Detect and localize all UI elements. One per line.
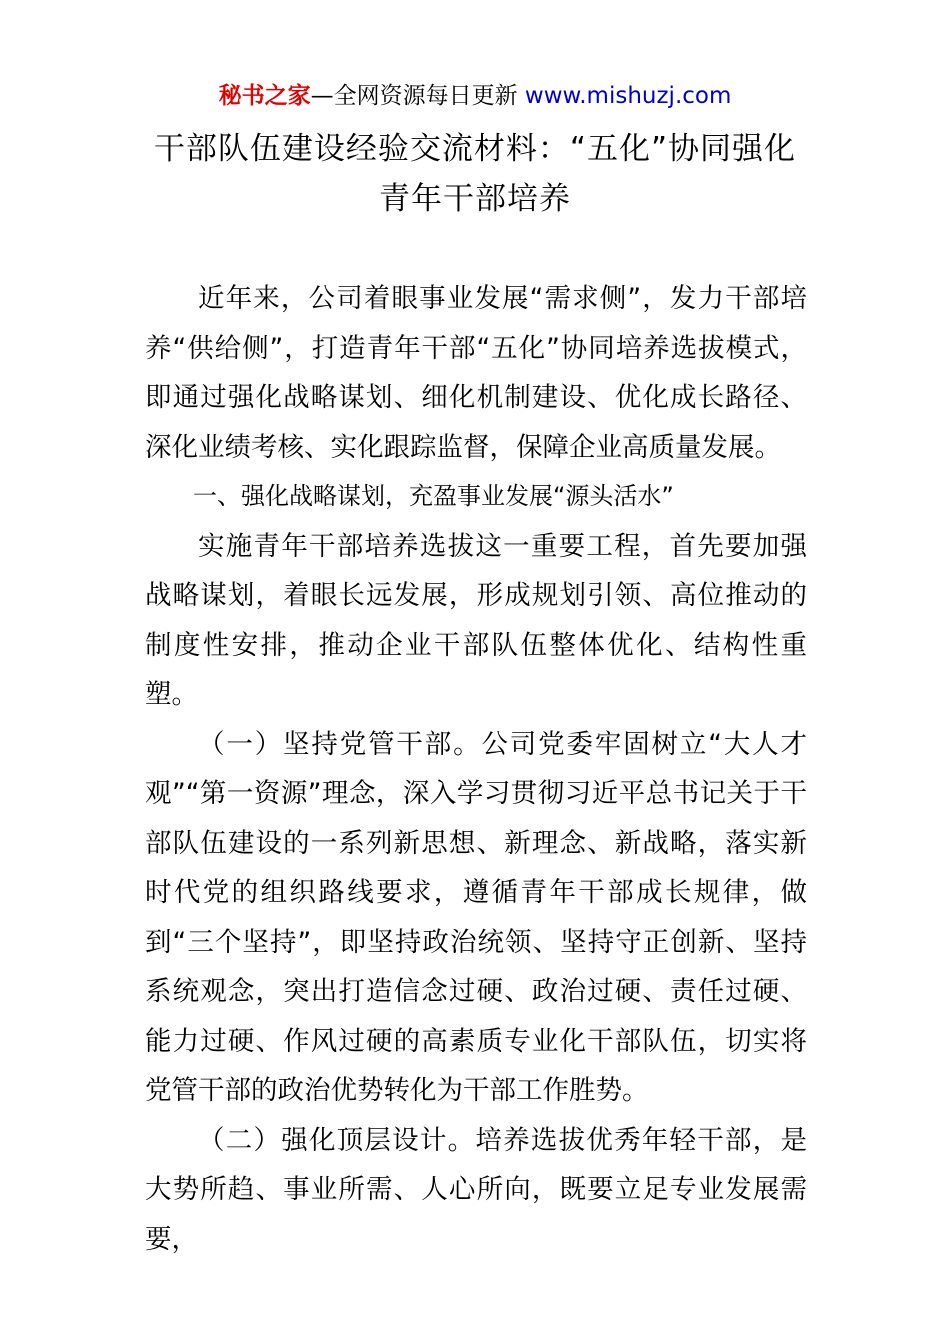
paragraph-subsection-2: （二）强化顶层设计。培养选拔优秀年轻干部，是大势所趋、事业所需、人心所向，既要立足专业发展需要，: [145, 1124, 807, 1255]
site-tagline: —全网资源每日更新: [310, 83, 525, 109]
paragraph-intro: 近年来，公司着眼事业发展“需求侧”，发力干部培养“供给侧”，打造青年干部“五化”协同培养选拔模式，即通过强化战略谋划、细化机制建设、优化成长路径、深化业绩考核、实化跟踪监督，保障企业高质量发展。: [145, 283, 807, 463]
section-heading-1: 一、强化战略谋划，充盈事业发展“源头活水”: [193, 482, 674, 510]
paragraph-section-1: 实施青年干部培养选拔这一重要工程，首先要加强战略谋划，着眼长远发展，形成规划引领、高位推动的制度性安排，推动企业干部队伍整体优化、结构性重塑。: [145, 530, 807, 710]
site-name: 秘书之家: [218, 83, 311, 109]
document-body: [145, 274, 807, 1264]
site-header: [0, 80, 950, 112]
document-title: 干部队伍建设经验交流材料：“五化”协同强化青年干部培养: [153, 131, 797, 217]
site-url-link[interactable]: www.mishuzj.com: [524, 83, 732, 109]
paragraph-subsection-1: （一）坚持党管干部。公司党委牢固树立“大人才观”“第一资源”理念，深入学习贯彻习近平总书记关于干部队伍建设的一系列新思想、新理念、新战略，落实新时代党的组织路线要求，遵循青年干部成长规律，做到“三个坚持”，即坚持政治统领、坚持守正创新、坚持系统观念，突出打造信念过硬、政治过硬、责任过硬、能力过硬、作风过硬的高素质专业化干部队伍，切实将党管干部的政治优势转化为干部工作胜势。: [145, 728, 807, 1106]
